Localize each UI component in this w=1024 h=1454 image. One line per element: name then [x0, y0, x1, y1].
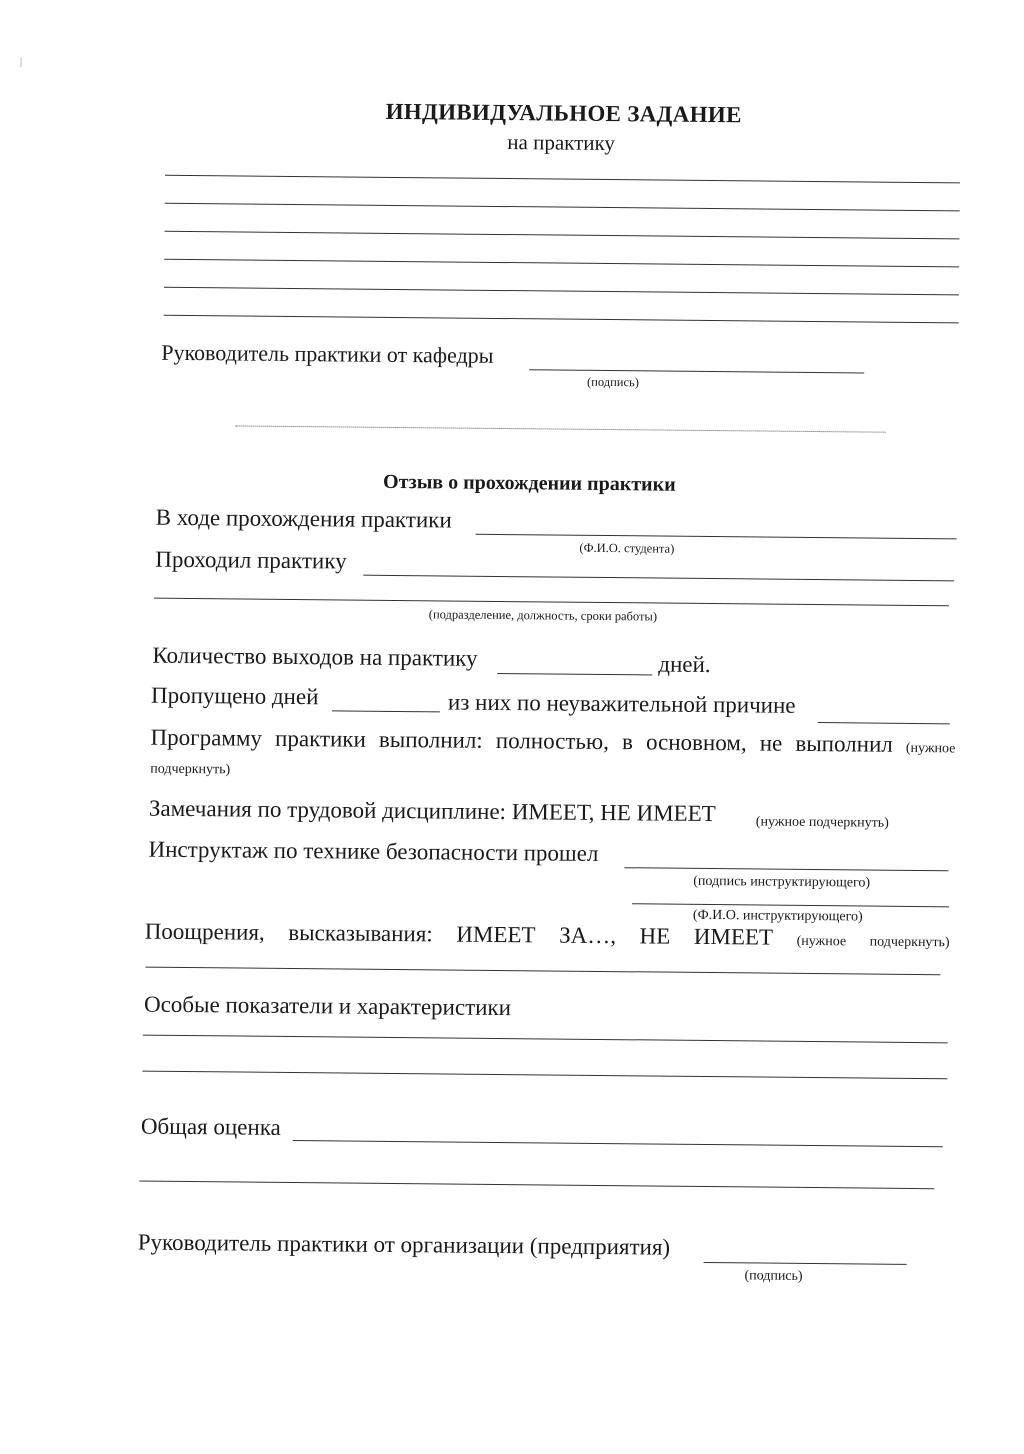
rewards-line-blank[interactable] [145, 967, 940, 976]
org-supervisor-label: Руководитель практики от организации (предприятия) [137, 1229, 671, 1260]
rewards-note-word: (нужное [796, 933, 847, 950]
during-practice-label: В ходе прохождения практики [155, 504, 452, 533]
overall-grade-label: Общая оценка [140, 1113, 281, 1140]
instructor-signature-line[interactable] [624, 867, 948, 871]
passed-practice-line[interactable] [363, 575, 954, 582]
task-line-6[interactable] [164, 315, 959, 324]
attendance-line[interactable] [497, 673, 652, 675]
program-word: выполнил [795, 730, 893, 757]
document-title: ИНДИВИДУАЛЬНОЕ ЗАДАНИЕ [385, 98, 742, 128]
program-note-end: подчеркнуть) [150, 761, 231, 778]
org-supervisor-signature-line[interactable] [704, 1262, 907, 1265]
overall-grade-line-2[interactable] [139, 1181, 934, 1190]
rewards-word: Поощрения, [144, 918, 265, 945]
task-line-2[interactable] [165, 203, 960, 212]
overall-grade-line[interactable] [293, 1140, 943, 1147]
attendance-unit: дней. [658, 651, 711, 678]
scan-mark [20, 57, 22, 67]
program-word: выполнил: [378, 726, 483, 753]
rewards-word: ИМЕЕТ [693, 923, 774, 950]
special-line-1[interactable] [143, 1035, 948, 1044]
program-word: не [759, 730, 783, 756]
unit-line[interactable] [154, 598, 949, 607]
special-indicators-label: Особые показатели и характеристики [143, 991, 512, 1021]
program-word: в [621, 729, 634, 755]
dept-signature-caption: (подпись) [586, 374, 640, 390]
task-line-4[interactable] [164, 259, 959, 268]
instructor-name-line[interactable] [632, 903, 949, 907]
passed-practice-label: Проходил практику [155, 546, 347, 574]
special-line-2[interactable] [142, 1071, 947, 1080]
rewards-note-word: подчеркнуть) [869, 934, 950, 951]
dotted-separator [236, 425, 886, 432]
program-word: практики [275, 725, 366, 752]
safety-briefing-label: Инструктаж по технике безопасности прошел [148, 836, 599, 866]
org-signature-caption: (подпись) [744, 1268, 803, 1284]
program-note-start: (нужное [905, 740, 956, 757]
discipline-label: Замечания по трудовой дисциплине: ИМЕЕТ, НЕ ИМЕЕТ [148, 795, 716, 827]
review-heading: Отзыв о прохождении практики [382, 470, 676, 496]
dept-supervisor-label: Руководитель практики от кафедры [161, 339, 494, 368]
program-word: основном, [645, 729, 747, 756]
instructor-name-caption: (Ф.И.О. инструктирующего) [692, 907, 863, 925]
task-line-1[interactable] [165, 175, 960, 184]
task-line-5[interactable] [164, 287, 959, 296]
missed-unexcused-label: из них по неуважительной причине [447, 689, 796, 718]
instructor-signature-caption: (подпись инструктирующего) [693, 873, 871, 891]
rewards-word: ЗА…, [559, 922, 617, 949]
rewards-word: высказывания: [288, 919, 433, 947]
discipline-note: (нужное подчеркнуть) [755, 814, 889, 831]
missed-days-line[interactable] [332, 710, 440, 712]
task-line-3[interactable] [164, 231, 959, 240]
missed-days-label: Пропущено дней [150, 682, 319, 710]
program-word: полностью, [495, 727, 610, 755]
student-name-caption: (Ф.И.О. студента) [579, 540, 675, 556]
unit-caption: (подразделение, должность, сроки работы) [428, 607, 658, 624]
attendance-label: Количество выходов на практику [152, 642, 478, 671]
student-name-line[interactable] [476, 534, 957, 540]
document-subtitle: на практику [507, 130, 616, 156]
rewards-word: НЕ [639, 923, 671, 949]
dept-supervisor-signature-line[interactable] [529, 369, 864, 373]
program-completion-line [150, 725, 955, 759]
missed-unexcused-line[interactable] [818, 722, 950, 724]
rewards-word: ИМЕЕТ [456, 921, 536, 948]
program-word: Программу [150, 724, 263, 751]
